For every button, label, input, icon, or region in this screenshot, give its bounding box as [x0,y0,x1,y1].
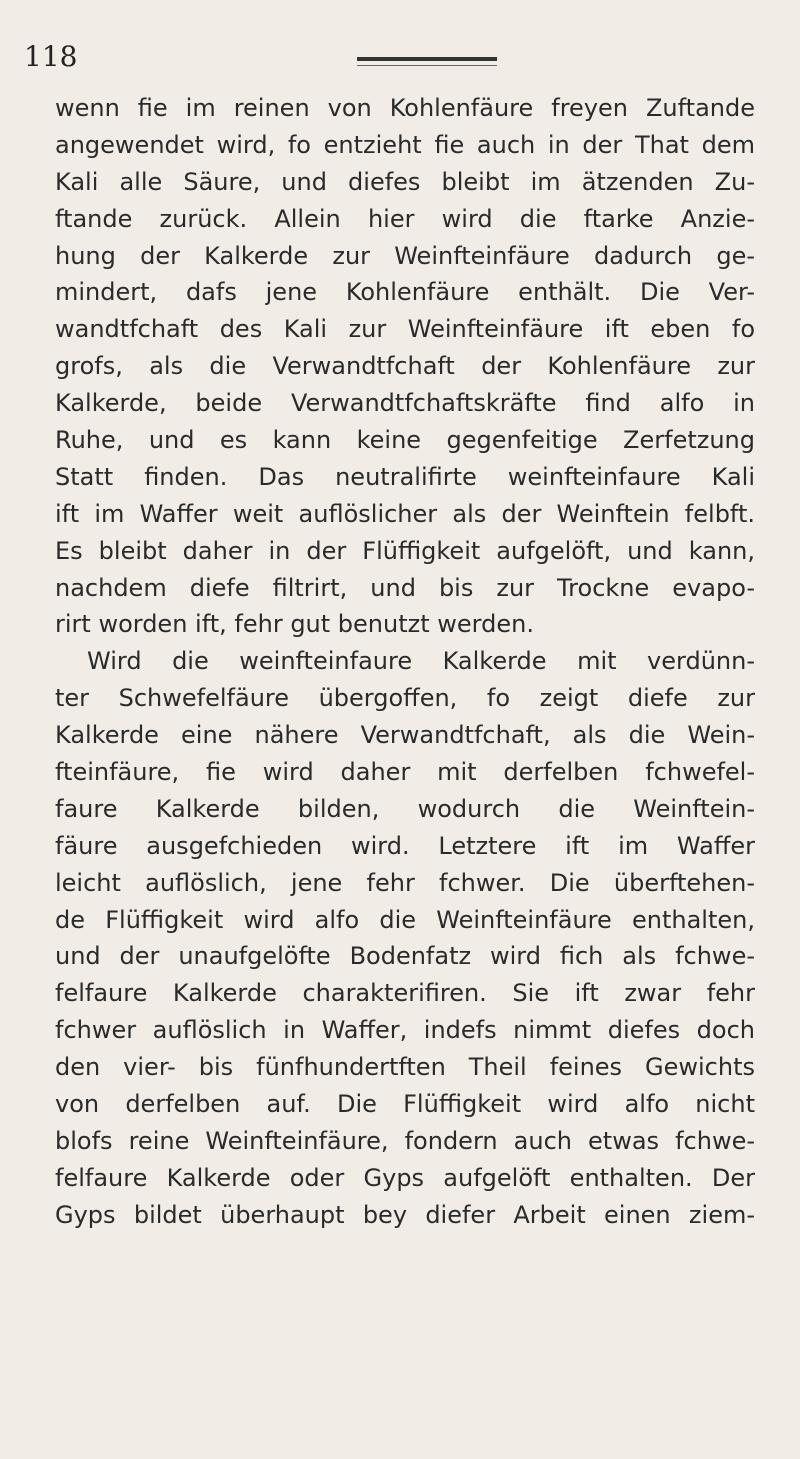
text-line: nachdem diefe filtrirt, und bis zur Trockne evapo- [55,573,755,602]
text-line: ter Schwefelfäure übergoffen, fo zeigt diefe zur [55,684,755,713]
text-line: blofs reine Weinfteinfäure, fondern auch etwas fchwe- [55,1126,755,1155]
header-rule [357,57,497,61]
page-number: 118 [24,40,78,73]
text-line: wenn fie im reinen von Kohlenfäure freyen Zuftande [55,94,755,122]
text-line: fteinfäure, fie wird daher mit derfelben fchwefel- [55,758,755,787]
text-line: Gyps bildet überhaupt bey diefer Arbeit einen ziem- [55,1200,755,1229]
text-line: von derfelben auf. Die Flüffigkeit wird alfo nicht [55,1090,755,1119]
text-line: fchwer auflöslich in Waffer, indefs nimmt diefes doch [55,1016,755,1045]
text-line: Kalkerde eine nähere Verwandtfchaft, als die Wein- [55,721,755,750]
text-line: fäure ausgefchieden wird. Letztere ift im Waffer [55,831,755,860]
text-line: wandtfchaft des Kali zur Weinfteinfäure ift eben fo [55,315,755,344]
text-line: Statt finden. Das neutralifirte weinfteinfaure Kali [55,462,755,491]
text-line: Ruhe, und es kann keine gegenfeitige Zerfetzung [55,426,755,455]
text-line: Kalkerde, beide Verwandtfchaftskräfte find alfo in [55,389,755,418]
text-line: hung der Kalkerde zur Weinfteinfäure dadurch ge- [55,241,755,270]
text-line: rirt worden ift, fehr gut benutzt werden. [55,610,534,639]
text-line: Wird die weinfteinfaure Kalkerde mit verdünn- [87,647,755,676]
text-line: Kali alle Säure, und diefes bleibt im ätzenden Zu- [55,167,755,196]
text-line: ift im Waffer weit auflöslicher als der Weinftein felbft. [55,499,755,528]
text-line: mindert, dafs jene Kohlenfäure enthält. Die Ver- [55,278,755,307]
text-line: faure Kalkerde bilden, wodurch die Weinftein- [55,794,755,823]
body-text [55,90,755,1234]
text-line: den vier- bis fünfhundertften Theil feines Gewichts [55,1053,755,1082]
text-line: de Flüffigkeit wird alfo die Weinfteinfäure enthalten, [55,905,755,934]
text-line: ftande zurück. Allein hier wird die ftarke Anzie- [55,204,755,233]
text-line: felfaure Kalkerde oder Gyps aufgelöft enthalten. Der [55,1163,755,1192]
text-line: felfaure Kalkerde charakterifiren. Sie ift zwar fehr [55,979,755,1008]
text-line: grofs, als die Verwandtfchaft der Kohlenfäure zur [55,352,755,381]
text-line: angewendet wird, fo entzieht fie auch in der That dem [55,130,755,159]
header-rule-thin [357,65,497,66]
text-line: leicht auflöslich, jene fehr fchwer. Die überftehen- [55,868,755,897]
text-line: und der unaufgelöfte Bodenfatz wird fich als fchwe- [55,942,755,971]
text-line: Es bleibt daher in der Flüffigkeit aufgelöft, und kann, [55,536,755,565]
